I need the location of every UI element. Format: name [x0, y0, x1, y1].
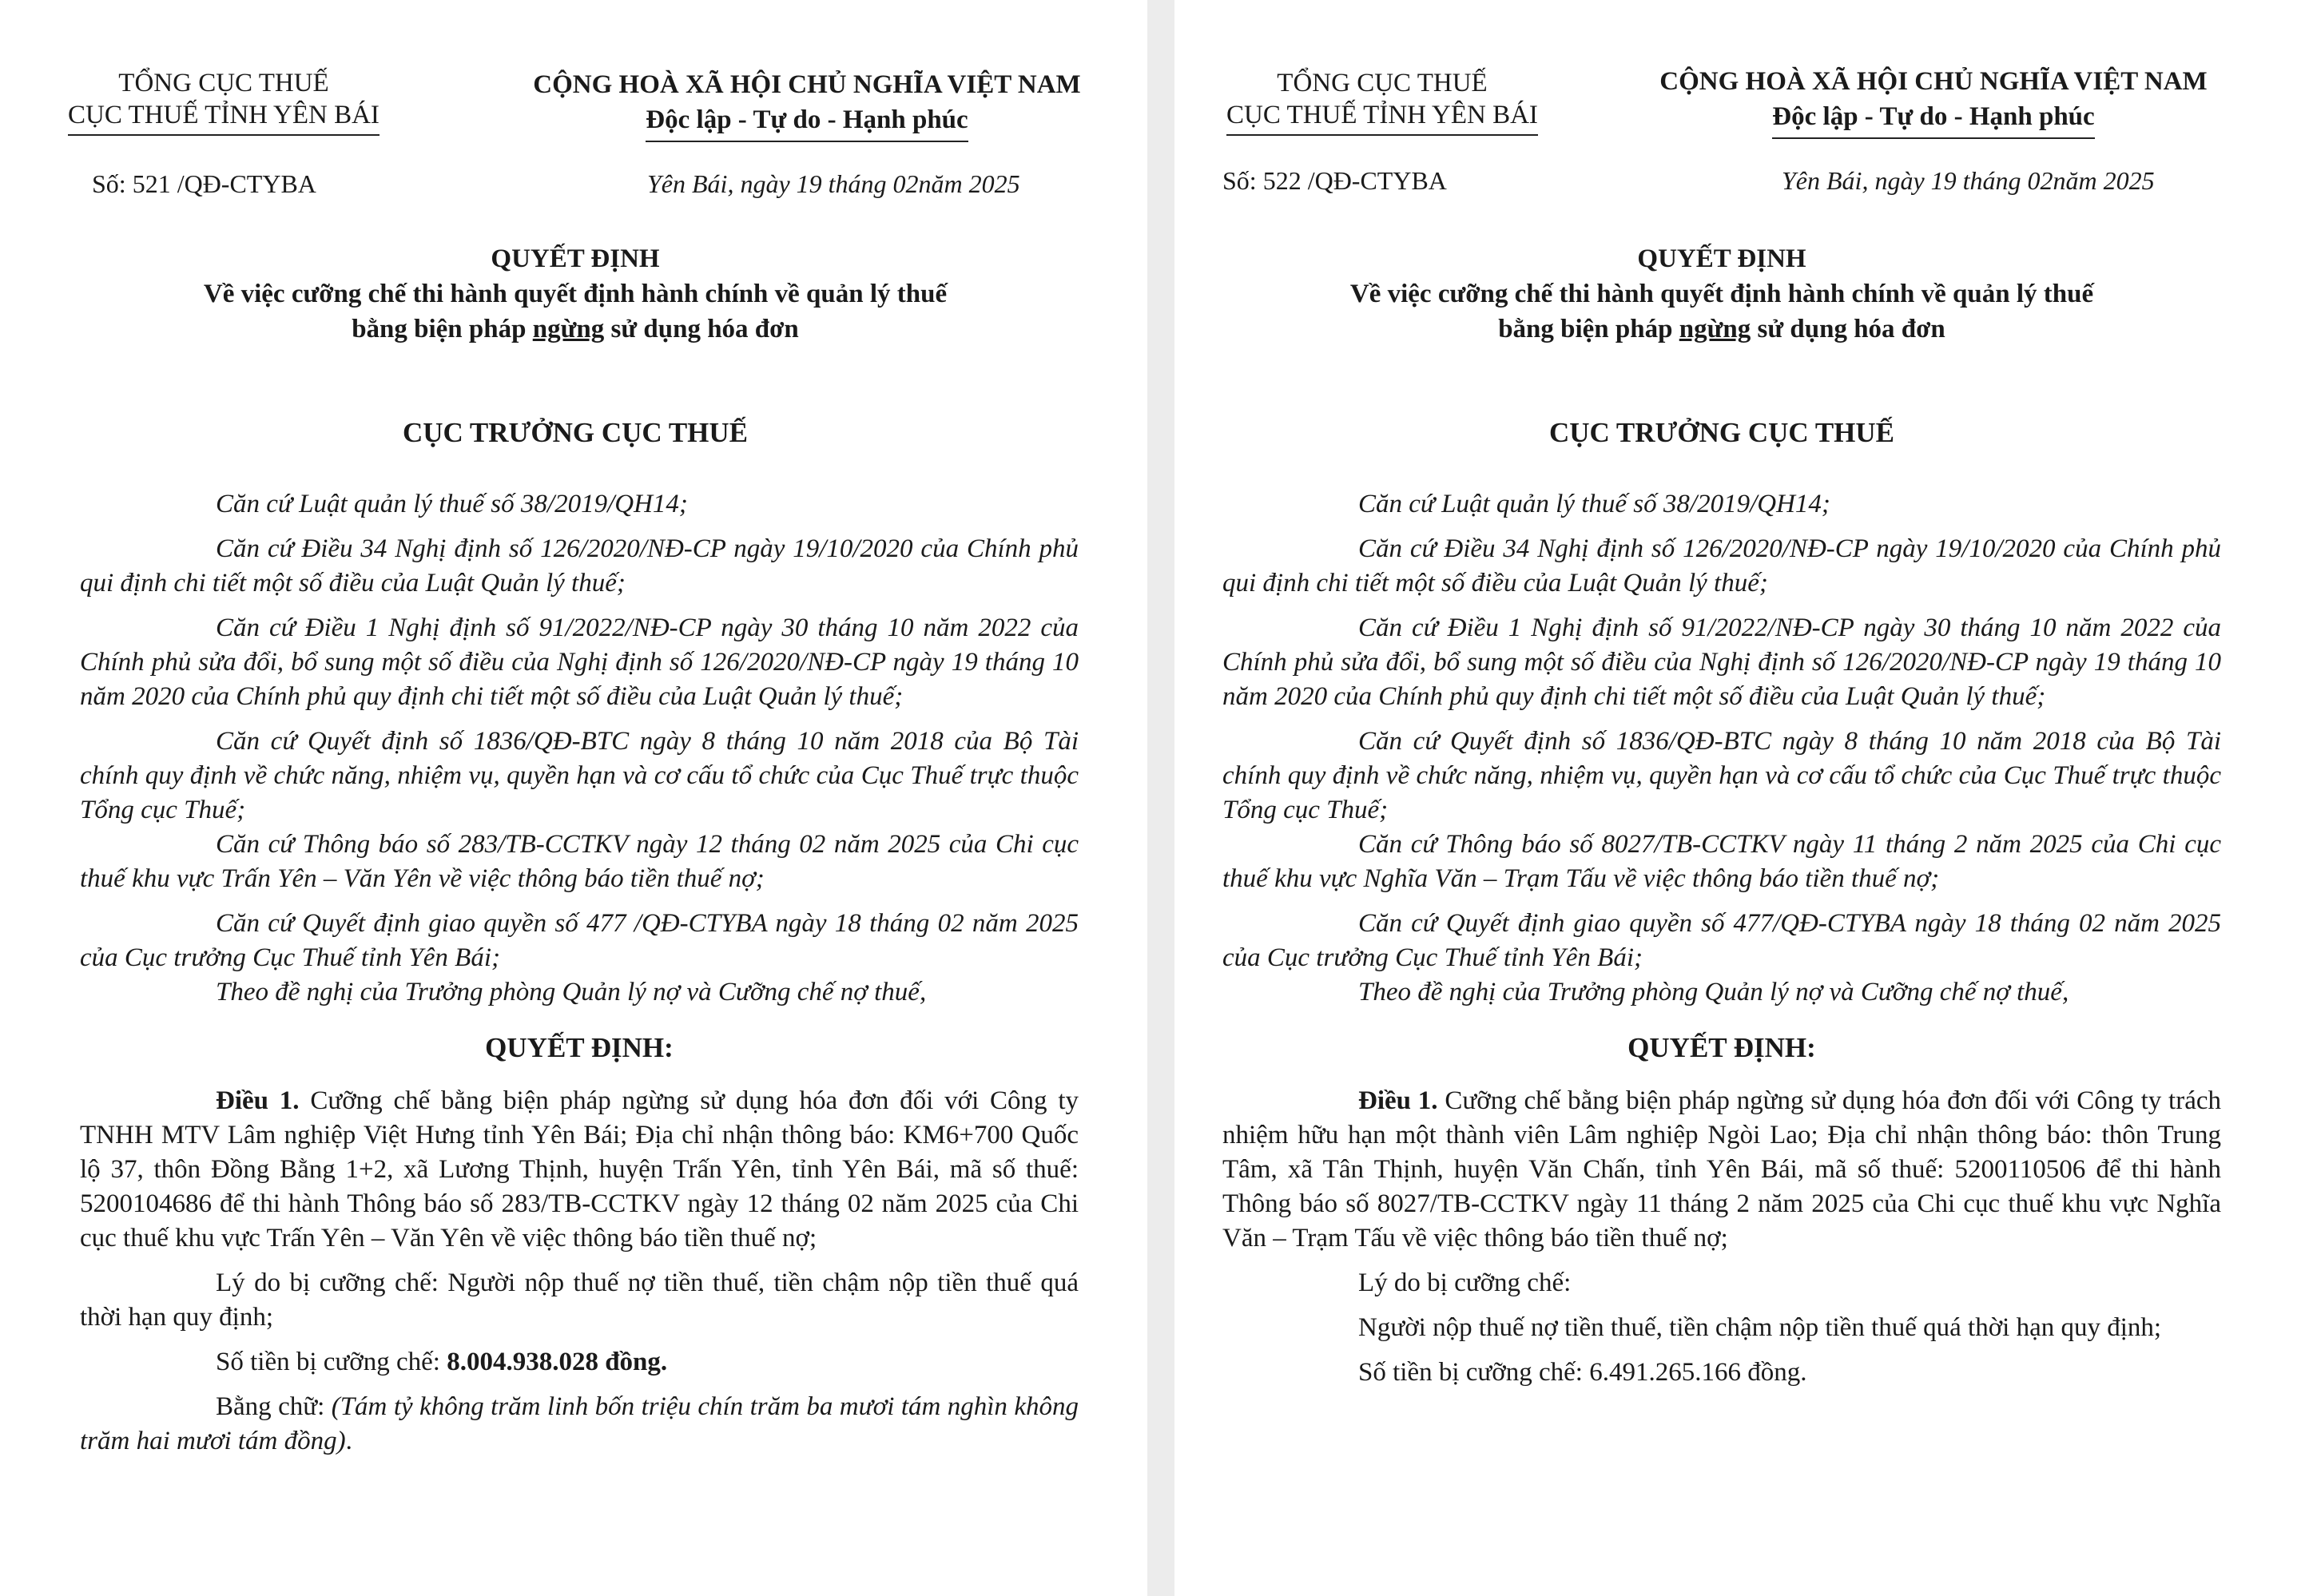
document-subject-line1: Về việc cưỡng chế thi hành quyết định hành chính về quản lý thuế	[1349, 280, 2094, 308]
legal-basis: Căn cứ Quyết định số 1836/QĐ-BTC ngày 8 tháng 10 năm 2018 của Bộ Tài chính quy định về chức năng, nhiệm vụ, quyền hạn và cơ cấu tổ chức của Cục Thuế trực thuộc Tổng cục Thuế;	[1222, 727, 2221, 824]
article-1	[1222, 1084, 2221, 1256]
issuing-agency	[32, 67, 415, 136]
subject-text: ngừng	[1679, 315, 1751, 343]
document-subject-line2	[1222, 312, 2221, 347]
national-header	[1638, 64, 2229, 139]
document-date: Yên Bái, ngày 19 tháng 02năm 2025	[1782, 166, 2155, 195]
parent-agency: TỔNG CỤC THUẾ	[118, 69, 329, 97]
legal-basis: Căn cứ Điều 1 Nghị định số 91/2022/NĐ-CP ngày 30 tháng 10 năm 2022 của Chính phủ sửa đổi, bổ sung một số điều của Nghị định số 126/2020/NĐ-CP ngày 19 tháng 10 năm 2020 của Chính phủ quy định chi tiết một số điều của Luật Quản lý thuế;	[1222, 613, 2221, 711]
article-label: Điều 1.	[1358, 1086, 1438, 1115]
document-subject-line2	[80, 312, 1071, 347]
decision-heading: QUYẾT ĐỊNH:	[1627, 1032, 1816, 1063]
country-name: CỘNG HOÀ XÃ HỘI CHỦ NGHĨA VIỆT NAM	[533, 70, 1081, 99]
document-title-block	[1222, 241, 2221, 347]
enforcement-reason: Người nộp thuế nợ tiền thuế, tiền chậm nộp tiền thuế quá thời hạn quy định;	[1358, 1313, 2162, 1342]
subject-text: ngừng	[532, 315, 605, 343]
proposal-basis: Theo đề nghị của Trưởng phòng Quản lý nợ và Cưỡng chế nợ thuế,	[1358, 978, 2069, 1006]
document-number: Số: 521 /QĐ-CTYBA	[92, 169, 316, 198]
national-motto: Độc lập - Tự do - Hạnh phúc	[1772, 99, 2094, 139]
legal-basis: Căn cứ Điều 34 Nghị định số 126/2020/NĐ-CP ngày 19/10/2020 của Chính phủ qui định chi tiết một số điều của Luật Quản lý thuế;	[80, 534, 1079, 598]
document-title: QUYẾT ĐỊNH	[1637, 244, 1806, 273]
amount-label: Số tiền bị cưỡng chế:	[216, 1348, 447, 1376]
document-title-block	[80, 241, 1071, 347]
enforcement-reason-label: Lý do bị cưỡng chế:	[1358, 1268, 1572, 1297]
legal-basis: Căn cứ Quyết định số 1836/QĐ-BTC ngày 8 tháng 10 năm 2018 của Bộ Tài chính quy định về chức năng, nhiệm vụ, quyền hạn và cơ cấu tổ chức của Cục Thuế trực thuộc Tổng cục Thuế;	[80, 727, 1079, 824]
country-name: CỘNG HOÀ XÃ HỘI CHỦ NGHĨA VIỆT NAM	[1659, 67, 2208, 96]
enforcement-reason: Lý do bị cưỡng chế: Người nộp thuế nợ tiền thuế, tiền chậm nộp tiền thuế quá thời hạn quy định;	[80, 1268, 1079, 1332]
document-number: Số: 522 /QĐ-CTYBA	[1222, 166, 1447, 195]
words-end: .	[345, 1427, 352, 1455]
agency-name: CỤC THUẾ TỈNH YÊN BÁI	[68, 99, 380, 136]
parent-agency: TỔNG CỤC THUẾ	[1277, 69, 1488, 97]
page-gutter	[1147, 0, 1174, 1596]
document-title: QUYẾT ĐỊNH	[491, 244, 660, 273]
document-body	[80, 487, 1079, 1459]
words-label: Bằng chữ:	[216, 1392, 332, 1421]
document-subject-line1: Về việc cưỡng chế thi hành quyết định hành chính về quản lý thuế	[203, 280, 948, 308]
subject-text: sử dụng hóa đơn	[1751, 315, 1945, 343]
legal-basis: Căn cứ Thông báo số 283/TB-CCTKV ngày 12 tháng 02 năm 2025 của Chi cục thuế khu vực Trấn Yên – Văn Yên về việc thông báo tiền thuế nợ;	[80, 830, 1079, 893]
issuing-agency	[1190, 67, 1574, 136]
legal-basis: Căn cứ Quyết định giao quyền số 477/QĐ-CTYBA ngày 18 tháng 02 năm 2025 của Cục trưởng Cục Thuế tỉnh Yên Bái;	[1222, 909, 2221, 972]
subject-text: bằng biện pháp	[352, 315, 533, 343]
words-value: (Tám tỷ không trăm linh bốn triệu chín trăm ba mươi tám nghìn không trăm hai mươi tám đồng)	[80, 1392, 1079, 1455]
document-body	[1222, 487, 2221, 1390]
amount-value: 8.004.938.028 đồng.	[447, 1348, 668, 1376]
article-label: Điều 1.	[216, 1086, 300, 1115]
legal-basis: Căn cứ Thông báo số 8027/TB-CCTKV ngày 11 tháng 2 năm 2025 của Chi cục thuế khu vực Nghĩa Văn – Trạm Tấu về việc thông báo tiền thuế nợ;	[1222, 830, 2221, 893]
decision-page-522	[1174, 0, 2309, 1596]
amount-in-words	[80, 1390, 1079, 1459]
legal-basis: Căn cứ Luật quản lý thuế số 38/2019/QH14;	[216, 490, 688, 518]
document-date: Yên Bái, ngày 19 tháng 02năm 2025	[647, 169, 1020, 198]
enforcement-amount	[80, 1345, 1079, 1380]
article-text: Cưỡng chế bằng biện pháp ngừng sử dụng hóa đơn đối với Công ty trách nhiệm hữu hạn một thành viên Lâm nghiệp Ngòi Lao; Địa chỉ nhận thông báo: thôn Trung Tâm, xã Tân Thịnh, huyện Văn Chấn, tỉnh Yên Bái, mã số thuế: 5200110506 để thi hành Thông báo số 8027/TB-CCTKV ngày 11 tháng 2 năm 2025 của Chi cục thuế khu vực Nghĩa Văn – Trạm Tấu về việc thông báo tiền thuế nợ;	[1222, 1086, 2221, 1253]
enforcement-amount: Số tiền bị cưỡng chế: 6.491.265.166 đồng.	[1358, 1358, 1807, 1387]
legal-basis: Căn cứ Điều 34 Nghị định số 126/2020/NĐ-CP ngày 19/10/2020 của Chính phủ qui định chi tiết một số điều của Luật Quản lý thuế;	[1222, 534, 2221, 598]
authority-heading: CỤC TRƯỞNG CỤC THUẾ	[1548, 417, 1895, 448]
article-1	[80, 1084, 1079, 1256]
legal-basis: Căn cứ Quyết định giao quyền số 477 /QĐ-CTYBA ngày 18 tháng 02 năm 2025 của Cục trưởng Cục Thuế tỉnh Yên Bái;	[80, 909, 1079, 972]
legal-basis: Căn cứ Điều 1 Nghị định số 91/2022/NĐ-CP ngày 30 tháng 10 năm 2022 của Chính phủ sửa đổi, bổ sung một số điều của Nghị định số 126/2020/NĐ-CP ngày 19 tháng 10 năm 2020 của Chính phủ quy định chi tiết một số điều của Luật Quản lý thuế;	[80, 613, 1079, 711]
decision-page-521	[0, 0, 1147, 1596]
national-motto: Độc lập - Tự do - Hạnh phúc	[646, 102, 968, 142]
subject-text: sử dụng hóa đơn	[604, 315, 799, 343]
national-header	[511, 67, 1103, 142]
subject-text: bằng biện pháp	[1498, 315, 1679, 343]
article-text: Cưỡng chế bằng biện pháp ngừng sử dụng hóa đơn đối với Công ty TNHH MTV Lâm nghiệp Việt Hưng tỉnh Yên Bái; Địa chỉ nhận thông báo: KM6+700 Quốc lộ 37, thôn Đồng Bằng 1+2, xã Lương Thịnh, huyện Trấn Yên, tỉnh Yên Bái, mã số thuế: 5200104686 để thi hành Thông báo số 283/TB-CCTKV ngày 12 tháng 02 năm 2025 của Chi cục thuế khu vực Trấn Yên – Văn Yên về việc thông báo tiền thuế nợ;	[80, 1086, 1079, 1253]
legal-basis: Căn cứ Luật quản lý thuế số 38/2019/QH14;	[1358, 490, 1830, 518]
agency-name: CỤC THUẾ TỈNH YÊN BÁI	[1226, 99, 1538, 136]
decision-heading: QUYẾT ĐỊNH:	[485, 1032, 674, 1063]
proposal-basis: Theo đề nghị của Trưởng phòng Quản lý nợ và Cưỡng chế nợ thuế,	[216, 978, 927, 1006]
authority-heading: CỤC TRƯỞNG CỤC THUẾ	[402, 417, 749, 448]
